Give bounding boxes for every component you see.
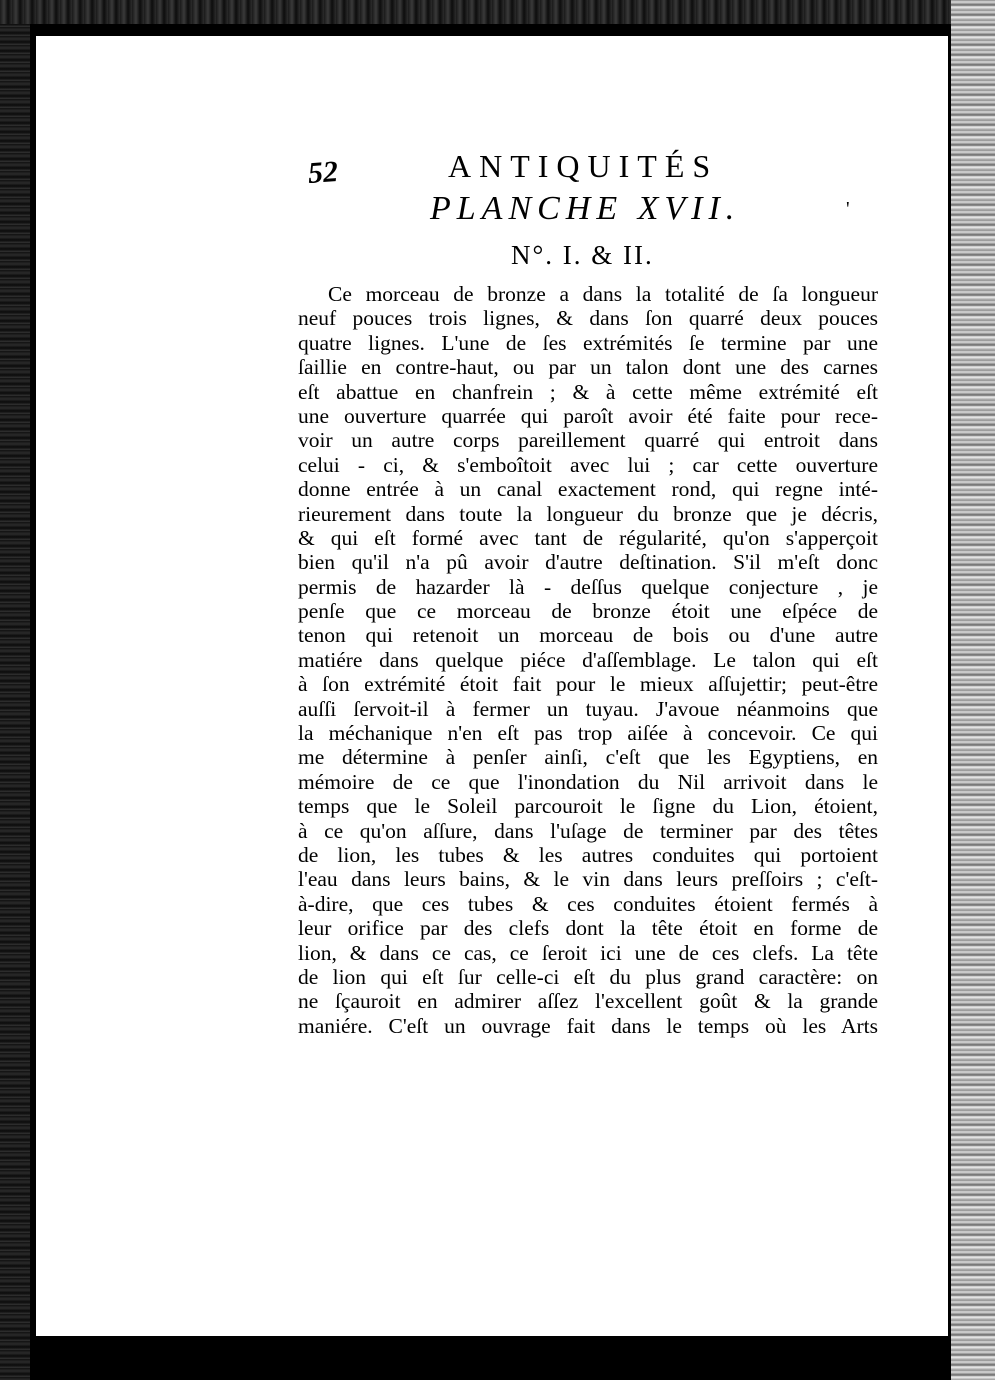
text-line: quatre lignes. L'une de ſes extrémités ſe termine par une bbox=[298, 330, 878, 355]
text-line: auſſi ſervoit-il à fermer un tuyau. J'avoue néanmoins que bbox=[298, 696, 878, 721]
text-line: ne ſçauroit en admirer aſſez l'excellent goût & la grande bbox=[298, 989, 878, 1014]
scan-edge-right bbox=[951, 0, 995, 1380]
text-line: ſaillie en contre-haut, ou par un talon dont une des carnes bbox=[298, 355, 878, 380]
running-title: ANTIQUITÉS bbox=[448, 148, 719, 184]
text-line: à-dire, que ces tubes & ces conduites étoient fermés à bbox=[298, 891, 878, 916]
text-line: mémoire de ce que l'inondation du Nil arrivoit dans le bbox=[298, 769, 878, 794]
text-line: temps que le Soleil parcouroit le ſigne du Lion, étoient, bbox=[298, 794, 878, 819]
plate-number: N°. I. & II. bbox=[511, 240, 654, 270]
ink-speck: ' bbox=[846, 198, 850, 220]
text-line: neuf pouces trois lignes, & dans ſon quarré deux pouces bbox=[298, 306, 878, 331]
scan-edge-left bbox=[0, 0, 30, 1380]
text-line: tenon qui retenoit un morceau de bois ou d'une autre bbox=[298, 623, 878, 648]
text-line: une ouverture quarrée qui paroît avoir été faite pour rece- bbox=[298, 403, 878, 428]
text-line: celui - ci, & s'emboîtoit avec lui ; car cette ouverture bbox=[298, 452, 878, 477]
text-line: & qui eſt formé avec tant de régularité, qu'on s'apperçoit bbox=[298, 525, 878, 550]
text-line: donne entrée à un canal exactement rond, qui regne inté- bbox=[298, 477, 878, 502]
text-line: leur orifice par des clefs dont la tête étoit en forme de bbox=[298, 916, 878, 941]
page-number: 52 bbox=[306, 154, 340, 191]
book-page bbox=[36, 36, 948, 1336]
text-line: voir un autre corps pareillement quarré qui entroit dans bbox=[298, 428, 878, 453]
scan-edge-top bbox=[0, 0, 995, 24]
text-line: Ce morceau de bronze a dans la totalité de ſa longueur bbox=[328, 282, 878, 306]
text-line: de lion, les tubes & les autres conduites qui portoient bbox=[298, 842, 878, 867]
text-line: penſe que ce morceau de bronze étoit une eſpéce de bbox=[298, 599, 878, 624]
text-line: permis de hazarder là - deſſus quelque conjecture , je bbox=[298, 574, 878, 599]
text-line: la méchanique n'en eſt pas trop aiſée à concevoir. Ce qui bbox=[298, 721, 878, 746]
plate-title: PLANCHE XVII. bbox=[430, 190, 741, 227]
text-line: eſt abattue en chanfrein ; & à cette même extrémité eſt bbox=[298, 379, 878, 404]
text-line: de lion qui eſt ſur celle-ci eſt du plus grand caractère: on bbox=[298, 964, 878, 989]
text-line: bien qu'il n'a pû avoir d'autre deſtination. S'il m'eſt donc bbox=[298, 550, 878, 575]
text-line: l'eau dans leurs bains, & le vin dans leurs preſſoirs ; c'eſt- bbox=[298, 867, 878, 892]
text-line: à ce qu'on aſſure, dans l'uſage de terminer par des têtes bbox=[298, 818, 878, 843]
body-paragraph bbox=[298, 282, 878, 1038]
text-line: rieurement dans toute la longueur du bronze que je décris, bbox=[298, 501, 878, 526]
text-line: me détermine à penſer ainſi, c'eſt que les Egyptiens, en bbox=[298, 745, 878, 770]
text-line: maniére. C'eſt un ouvrage fait dans le temps où les Arts bbox=[298, 1013, 878, 1038]
text-line: matiére dans quelque piéce d'aſſemblage. Le talon qui eſt bbox=[298, 647, 878, 672]
text-line: lion, & dans ce cas, ce ſeroit ici une de ces clefs. La tête bbox=[298, 940, 878, 965]
text-line: à ſon extrémité étoit fait pour le mieux aſſujettir; peut-être bbox=[298, 672, 878, 697]
